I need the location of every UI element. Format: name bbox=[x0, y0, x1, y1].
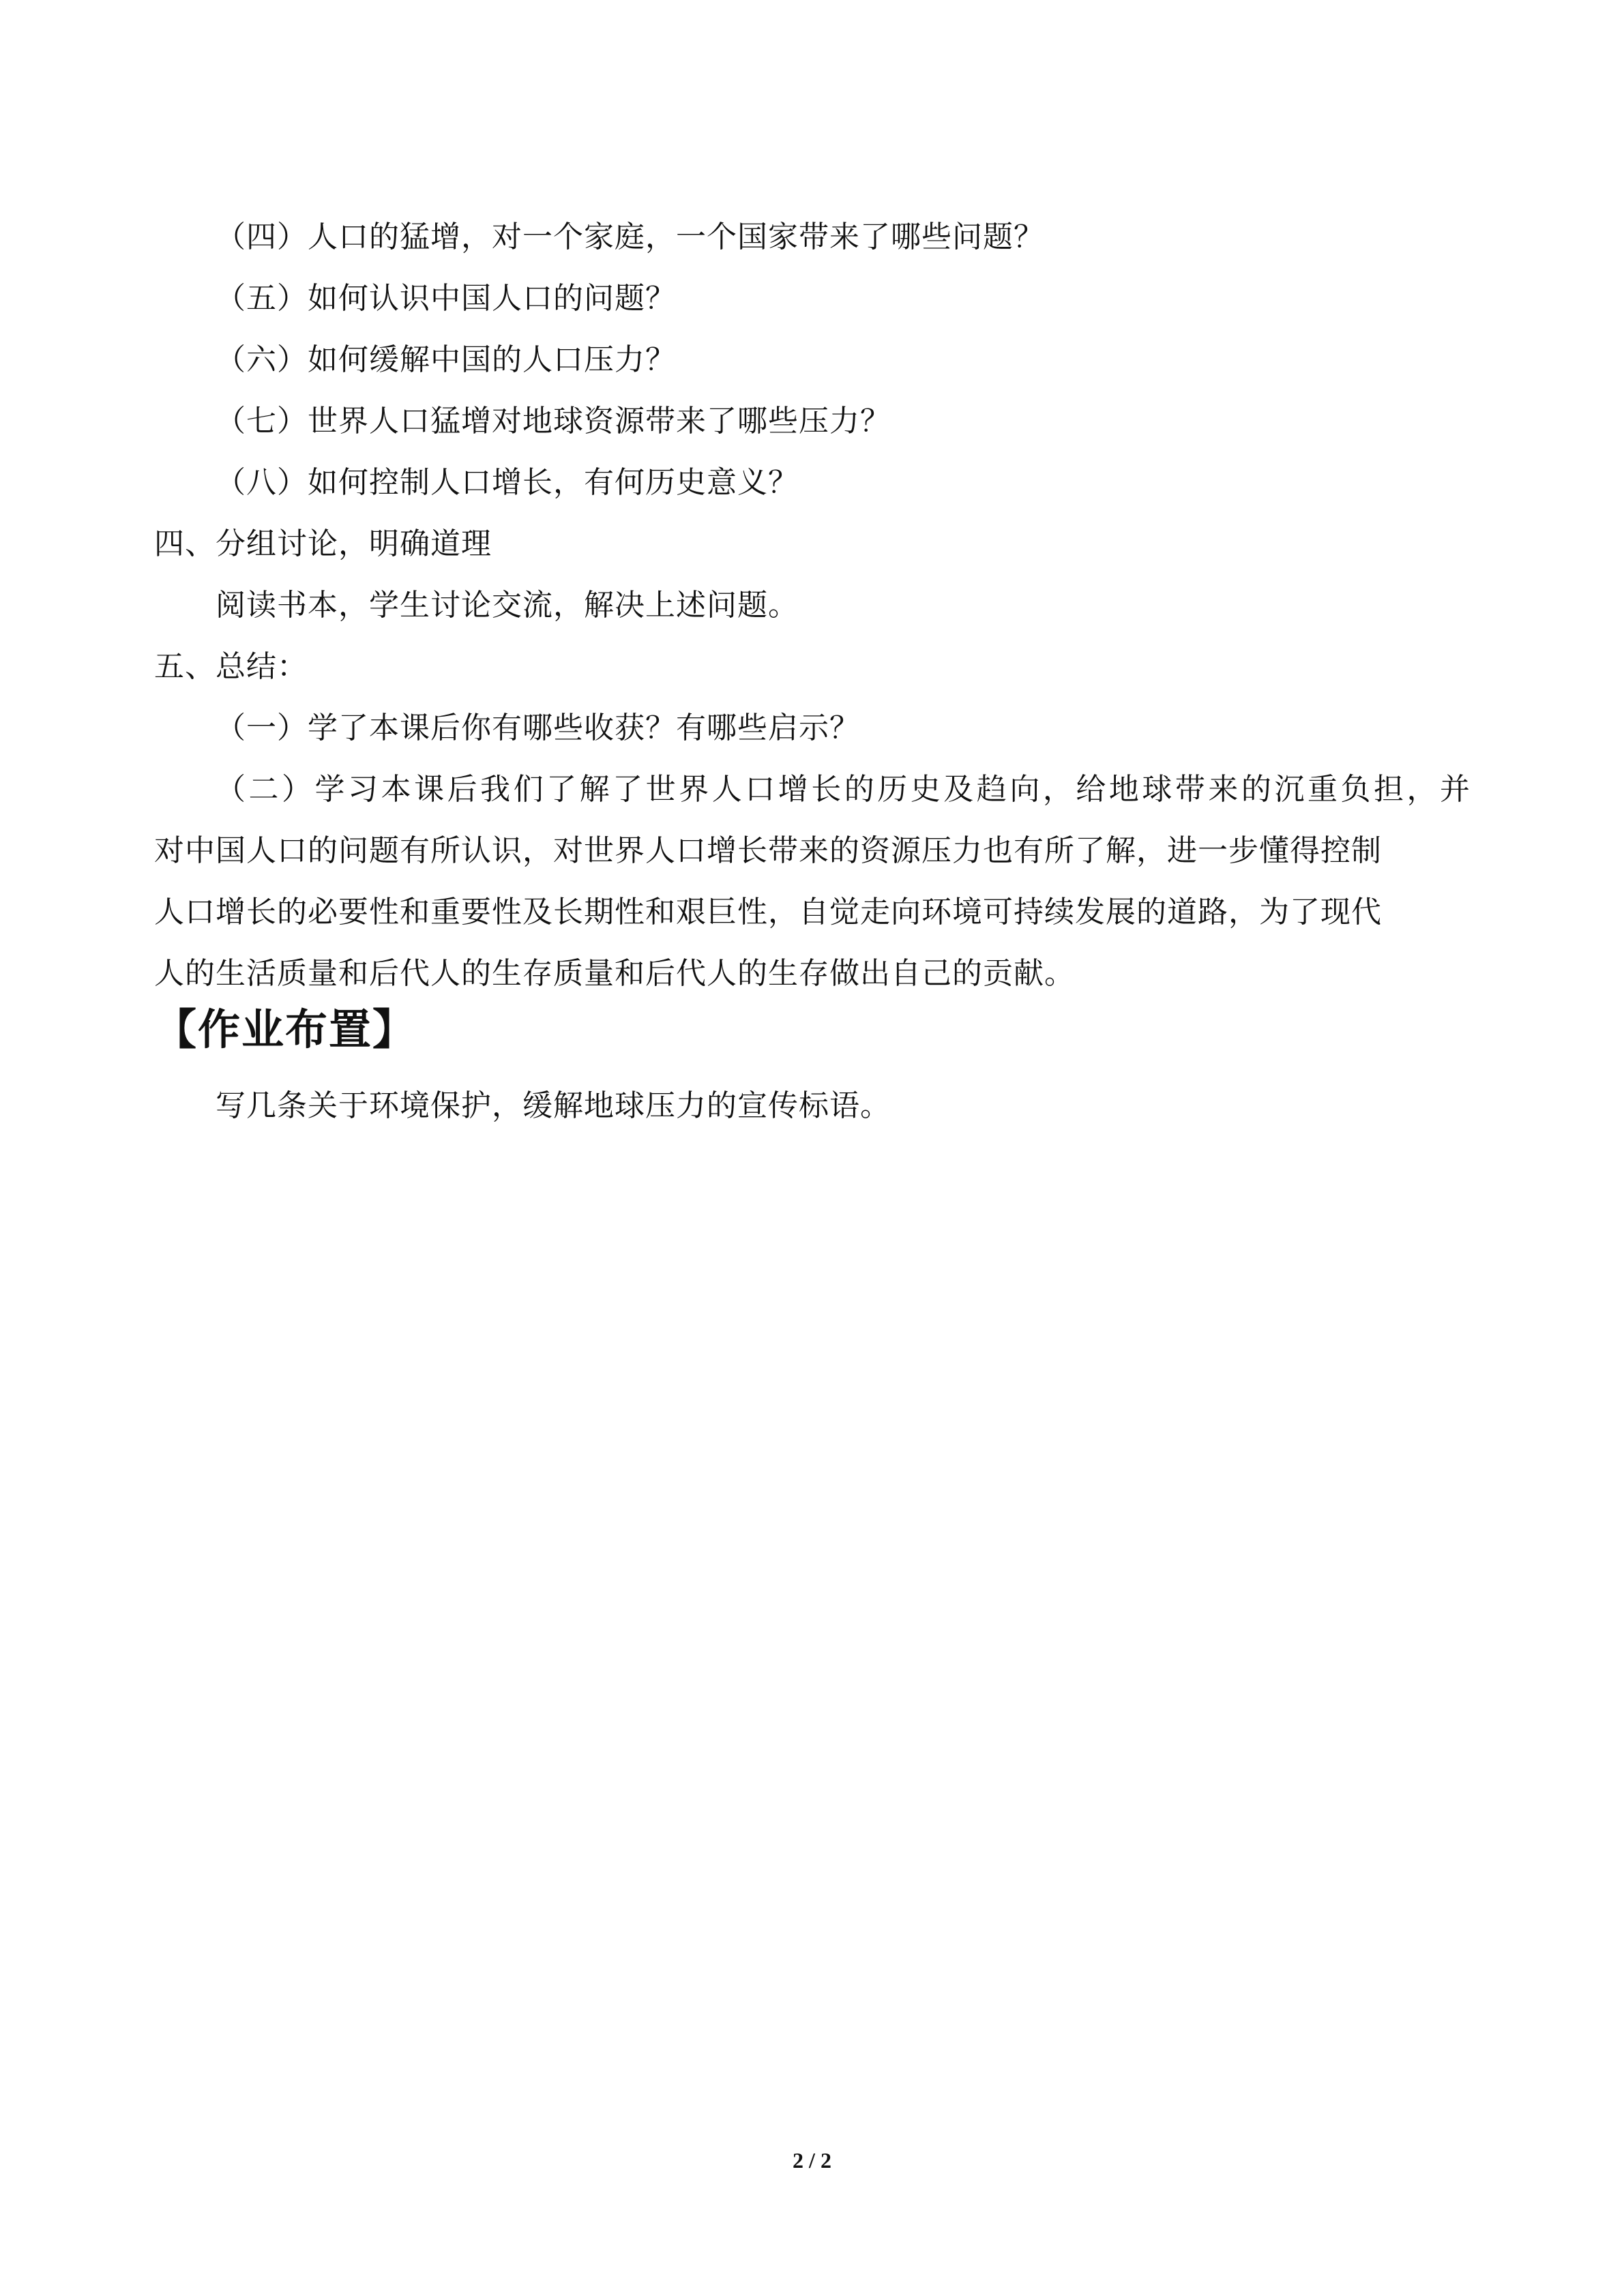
summary-item-2-line-3: 人口增长的必要性和重要性及长期性和艰巨性，自觉走向环境可持续发展的道路，为了现代 bbox=[154, 895, 1382, 929]
summary-item-2-line-2: 对中国人口的问题有所认识，对世界人口增长带来的资源压力也有所了解，进一步懂得控制 bbox=[154, 833, 1382, 868]
summary-item-2-line-4: 人的生活质量和后代人的生存质量和后代人的生存做出自己的贡献。 bbox=[154, 956, 1075, 991]
question-7: （七）世界人口猛增对地球资源带来了哪些压力？ bbox=[216, 404, 891, 438]
summary-item-1: （一）学了本课后你有哪些收获？有哪些启示？ bbox=[216, 711, 860, 745]
section-4-body: 阅读书本，学生讨论交流，解决上述问题。 bbox=[216, 588, 799, 623]
question-5: （五）如何认识中国人口的问题？ bbox=[216, 281, 676, 316]
summary-item-2-line-1: （二）学习本课后我们了解了世界人口增长的历史及趋向，给地球带来的沉重负担，并 bbox=[216, 772, 1471, 807]
section-4-heading: 四、分组讨论，明确道理 bbox=[154, 526, 492, 561]
question-6: （六）如何缓解中国的人口压力？ bbox=[216, 342, 676, 377]
homework-body: 写几条关于环境保护，缓解地球压力的宣传标语。 bbox=[216, 1088, 891, 1123]
homework-heading: 【作业布置】 bbox=[154, 1004, 417, 1054]
question-4: （四）人口的猛增，对一个家庭，一个国家带来了哪些问题？ bbox=[216, 220, 1044, 254]
page-number: 2 / 2 bbox=[793, 2148, 831, 2173]
section-5-heading: 五、总结： bbox=[154, 649, 308, 684]
question-8: （八）如何控制人口增长，有何历史意义？ bbox=[216, 465, 799, 500]
